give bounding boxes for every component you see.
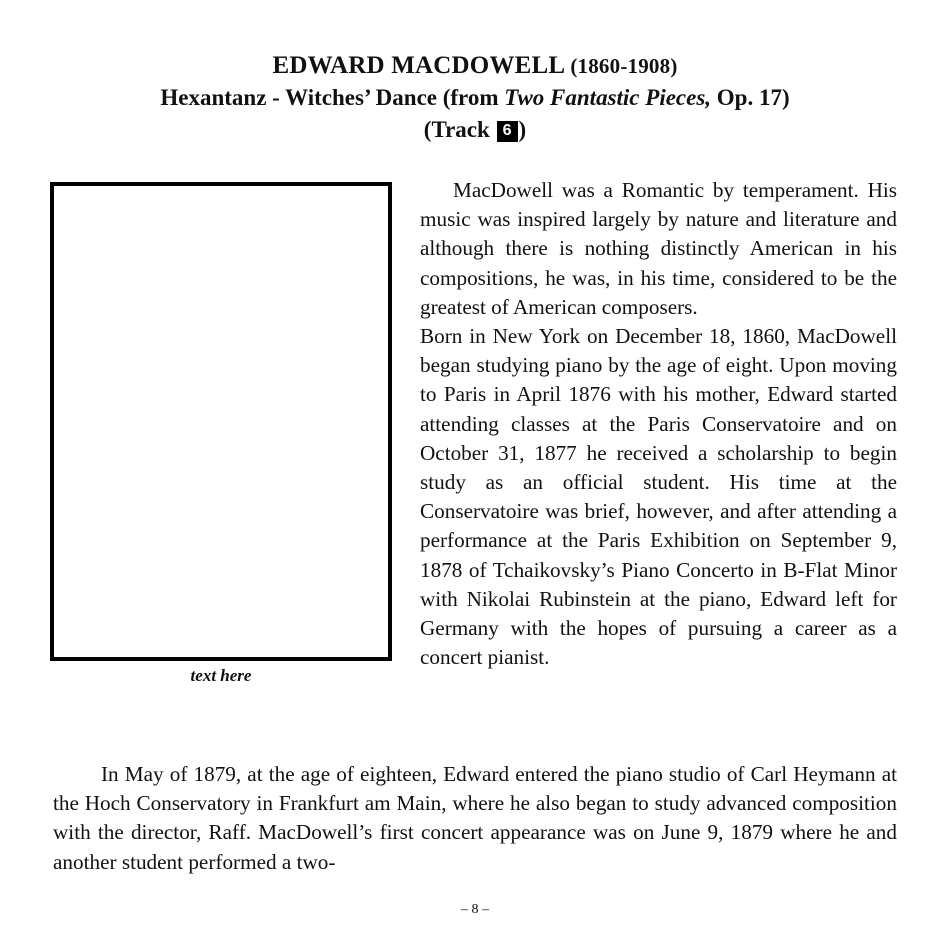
column-text	[420, 176, 897, 672]
track-reference	[0, 114, 950, 146]
page-number: – 8 –	[461, 902, 489, 917]
track-number-badge: 6	[497, 121, 518, 142]
paragraph-biography: Born in New York on December 18, 1860, MacDowell began studying piano by the age of eight. Upon moving to Paris in April 1876 with his mother, Edward started attending classes at the Paris Conservatoire and on October 31, 1877 he received a scholarship to begin study as an official student. His time at the Conservatoire was brief, however, and after attending a performance at the Paris Exhibition on September 9, 1878 of Tchaikovsky’s Piano Concerto in B-Flat Minor with Nikolai Rubinstein at the piano, Edward left for Germany with the hopes of pursuing a career as a concert pianist.	[420, 324, 897, 670]
composer-name: EDWARD MACDOWELL	[272, 52, 564, 79]
paragraph-intro: MacDowell was a Romantic by temperament. His music was inspired largely by nature and literature and although there is nothing distinctly American in his compositions, he was, in his time, considered to be the greatest of American composers.	[420, 178, 897, 319]
composer-heading	[0, 50, 950, 82]
piece-title-suffix: Op. 17)	[711, 85, 790, 110]
full-width-text	[53, 760, 897, 877]
piece-title-prefix: Hexantanz - Witches’ Dance (from	[160, 85, 505, 110]
image-caption: text here	[190, 666, 252, 685]
piece-collection: Two Fantastic Pieces,	[504, 85, 712, 110]
paragraph-frankfurt: In May of 1879, at the age of eighteen, Edward entered the piano studio of Carl Heymann at the Hoch Conservatory in Frankfurt am Main, where he also began to study advanced composition with the director, Raff. MacDowell’s first concert appearance was on June 9, 1879 where he and another student performed a two-	[53, 762, 897, 874]
track-prefix: (Track	[423, 117, 496, 142]
composer-dates: (1860-1908)	[570, 54, 678, 78]
piece-title	[0, 82, 950, 114]
track-suffix: )	[518, 117, 527, 142]
title-block	[0, 50, 950, 146]
image-placeholder-frame	[50, 182, 392, 661]
